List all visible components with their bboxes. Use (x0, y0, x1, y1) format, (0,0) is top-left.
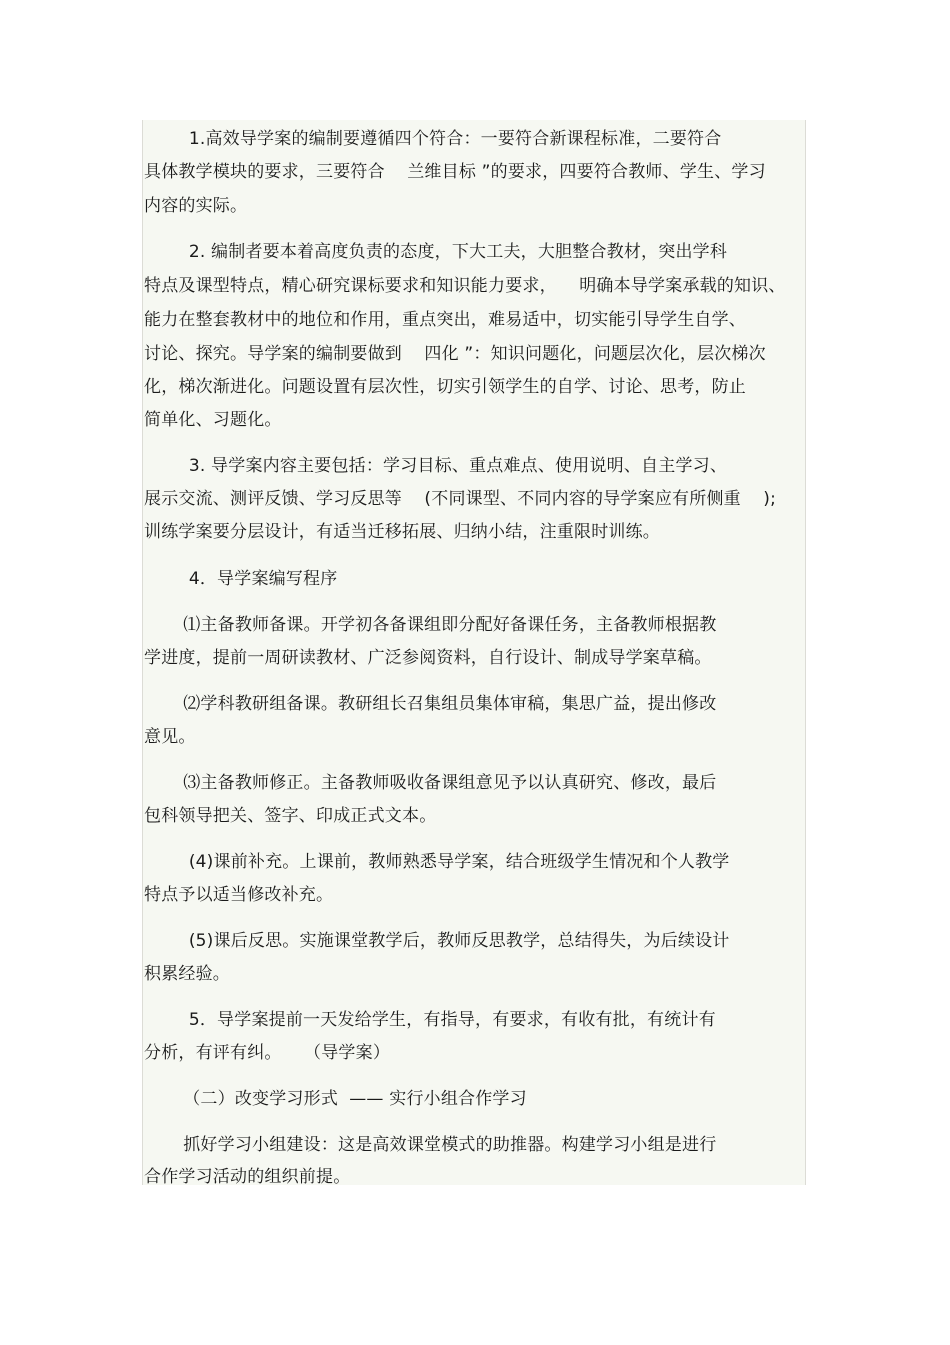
text-line: 4．导学案编写程序 (144, 569, 338, 589)
text-line: 能力在整套教材中的地位和作用，重点突出，难易适中，切实能引导学生自学、 (144, 310, 746, 330)
text-line: 训练学案要分层设计，有适当迁移拓展、归纳小结，注重限时训练。 (144, 522, 660, 542)
text-line: 讨论、探究。导学案的编制要做到 四化 ”：知识问题化，问题层次化，层次梯次 (144, 344, 766, 364)
text-line: ⑶主备教师修正。主备教师吸收备课组意见予以认真研究、修改，最后 (144, 773, 717, 793)
text-line: 具体教学模块的要求，三要符合 兰维目标 ”的要求，四要符合教师、学生、学习 (144, 162, 766, 182)
text-line: ⑵学科教研组备课。教研组长召集组员集体审稿，集思广益，提出修改 (144, 694, 717, 714)
text-line: 意见。 (144, 727, 196, 747)
text-line: 展示交流、测评反馈、学习反思等 (不同课型、不同内容的导学案应有所侧重 ); (144, 489, 777, 509)
text-line: （二）改变学习形式 —— 实行小组合作学习 (144, 1089, 527, 1109)
text-line: 特点及课型特点，精心研究课标要求和知识能力要求， 明确本导学案承载的知识、 (144, 276, 786, 296)
text-line: 2. 编制者要本着高度负责的态度，下大工夫，大胆整合教材，突出学科 (144, 242, 728, 262)
text-line: 分析，有评有纠。 （导学案） (144, 1043, 391, 1063)
text-line: (4)课前补充。上课前，教师熟悉导学案，结合班级学生情况和个人教学 (144, 852, 730, 872)
text-line: 特点予以适当修改补充。 (144, 885, 334, 905)
text-line: 包科领导把关、签字、印成正式文本。 (144, 806, 437, 826)
text-line: 简单化、习题化。 (144, 410, 282, 430)
text-line: 3. 导学案内容主要包括：学习目标、重点难点、使用说明、自主学习、 (144, 456, 728, 476)
text-line: 学进度，提前一周研读教材、广泛参阅资料，自行设计、制成导学案草稿。 (144, 648, 712, 668)
text-line: 合作学习活动的组织前提。 (144, 1167, 351, 1187)
text-line: 5．导学案提前一天发给学生，有指导，有要求，有收有批，有统计有 (144, 1010, 716, 1030)
text-line: ⑴主备教师备课。开学初各备课组即分配好备课任务，主备教师根据教 (144, 615, 717, 635)
text-line: 积累经验。 (144, 964, 230, 984)
text-line: 1.高效导学案的编制要遵循四个符合：一要符合新课程标准，二要符合 (144, 129, 722, 149)
text-line: 内容的实际。 (144, 196, 248, 216)
text-line: (5)课后反思。实施课堂教学后，教师反思教学，总结得失，为后续设计 (144, 931, 730, 951)
text-line: 抓好学习小组建设：这是高效课堂模式的助推器。构建学习小组是进行 (144, 1135, 717, 1155)
text-line: 化，梯次渐进化。问题设置有层次性，切实引领学生的自学、讨论、思考，防止 (144, 377, 746, 397)
